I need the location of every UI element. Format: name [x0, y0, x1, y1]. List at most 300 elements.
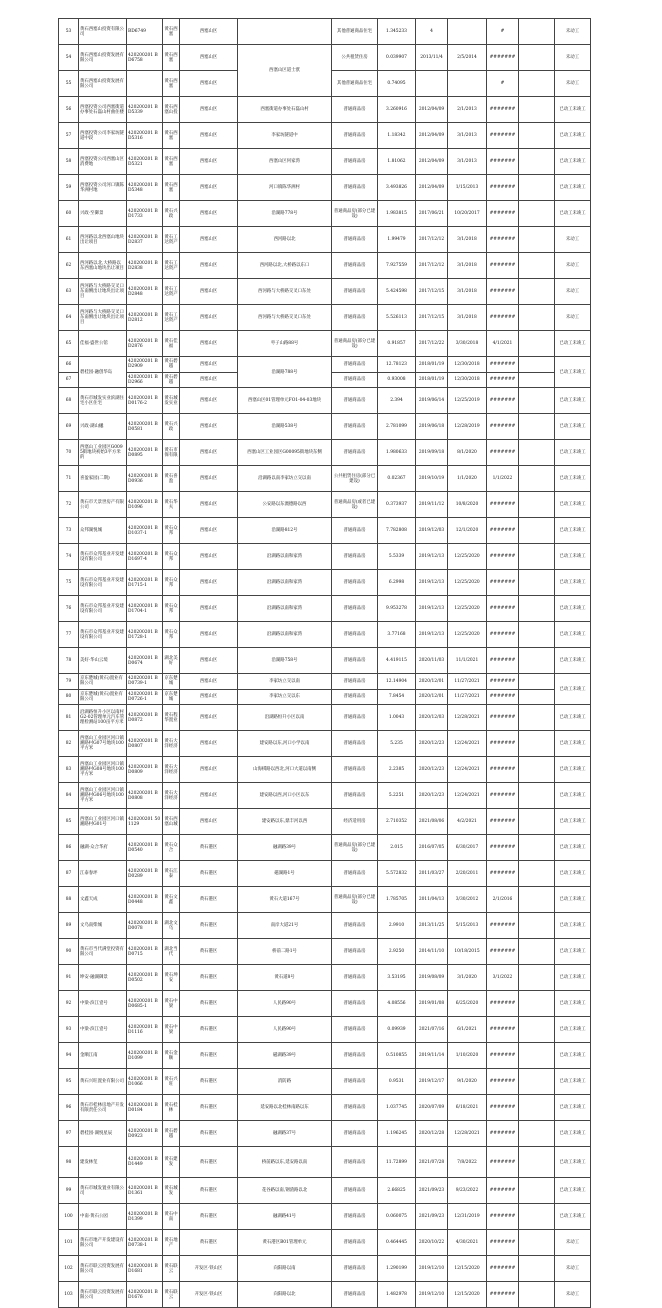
transfer-date-cell: 2017/12/12	[416, 253, 448, 279]
project-name-cell: 西塞山工业园区河口镇湘路村G01号	[79, 809, 127, 835]
location-cell: 花谷路以南,钢渣路以北	[238, 1178, 332, 1204]
land-user-cell: 黄石众邦	[163, 570, 180, 596]
start-date-cell: 12/28/2021	[448, 1121, 487, 1147]
project-name-cell: 美好·华山云境	[79, 648, 127, 674]
status-cell: 已动工未竣工	[555, 570, 591, 596]
land-use-cell: 普通商品房	[332, 149, 378, 175]
transfer-date-cell: 2019/01/08	[416, 991, 448, 1017]
blank-cell	[519, 414, 555, 440]
start-date-cell: 3/1/2018	[448, 279, 487, 305]
parcel-code-cell: 420200201 BD0936	[127, 466, 163, 492]
district-cell: 西塞山区	[180, 201, 238, 227]
land-use-cell: 普通商品房(或者已建设)	[332, 492, 378, 518]
transfer-date-cell: 2019/12/03	[416, 518, 448, 544]
completion-date-cell: #######	[487, 809, 519, 835]
land-use-cell: 普通商品房	[332, 1282, 378, 1308]
district-cell: 西塞山区	[180, 757, 238, 783]
district-cell: 黄石港区	[180, 1069, 238, 1095]
status-cell: 已动工未竣工	[555, 835, 591, 861]
district-cell: 西塞山区	[180, 45, 238, 71]
land-use-cell: 普通商品房(部分已建设)	[332, 331, 378, 357]
land-use-cell: 普通商品房	[332, 123, 378, 149]
blank-cell	[519, 1178, 555, 1204]
blank-cell	[519, 689, 555, 705]
status-cell: 已动工未竣工	[555, 648, 591, 674]
land-user-cell: 黄石坤安	[163, 965, 180, 991]
row-number-cell: 76	[59, 596, 79, 622]
completion-date-cell: #######	[487, 123, 519, 149]
project-name-cell: 碧桂园·融创华岛	[79, 357, 127, 388]
parcel-code-cell: 420200201 BD5321	[127, 149, 163, 175]
parcel-code-cell: 420200201 501129	[127, 809, 163, 835]
blank-cell	[519, 175, 555, 201]
land-use-cell: 普通商品房	[332, 648, 378, 674]
district-cell: 黄石港区	[180, 1095, 238, 1121]
row-number-cell: 60	[59, 201, 79, 227]
land-use-cell: 普通商品房	[332, 913, 378, 939]
blank-cell	[519, 492, 555, 518]
row-number-cell: 78	[59, 648, 79, 674]
land-use-cell: 普通商品房	[332, 757, 378, 783]
row-number-cell: 64	[59, 305, 79, 331]
supply-area-cell: 1.037745	[378, 1095, 416, 1121]
table-row	[59, 1256, 591, 1282]
transfer-date-cell: 2017/12/22	[416, 331, 448, 357]
blank-cell	[519, 887, 555, 913]
location-cell: 西塞街道办事处石磊山村	[238, 97, 332, 123]
status-cell: 已动工未竣工	[555, 596, 591, 622]
completion-date-cell: #######	[487, 991, 519, 1017]
location-cell: 建安路以东,河口小学以南	[238, 731, 332, 757]
project-name-cell: 西塞山工业园区G0095街地块初始3平方米的	[79, 440, 127, 466]
status-cell: 已动工未竣工	[555, 757, 591, 783]
parcel-code-cell: 420200201 BD1037-1	[127, 518, 163, 544]
table-row	[59, 648, 591, 674]
parcel-code-cell: 420200201 BD0674	[127, 648, 163, 674]
row-number-cell: 99	[59, 1178, 79, 1204]
start-date-cell: 12/1/2020	[448, 518, 487, 544]
transfer-date-cell: 2020/11/03	[416, 648, 448, 674]
transfer-date-cell: 2017/12/12	[416, 227, 448, 253]
completion-date-cell: #######	[487, 731, 519, 757]
location-cell: 西塞山区何家湾	[238, 149, 332, 175]
table-row	[59, 414, 591, 440]
land-use-cell: 普通商品房	[332, 97, 378, 123]
land-user-cell: 黄石众邦	[163, 622, 180, 648]
completion-date-cell: #######	[487, 939, 519, 965]
table-row	[59, 835, 591, 861]
table-row	[59, 97, 591, 123]
district-cell: 西塞山区	[180, 518, 238, 544]
row-number-cell: 75	[59, 570, 79, 596]
land-use-cell: 普通商品房(部分已建设)	[332, 201, 378, 227]
land-user-cell: 黄石喜盈	[163, 466, 180, 492]
transfer-date-cell: 2019/12/13	[416, 596, 448, 622]
start-date-cell: 12/28/2019	[448, 414, 487, 440]
parcel-code-cell: 420200201 BD1116	[127, 1017, 163, 1043]
status-cell: 已动工未竣工	[555, 939, 591, 965]
project-name-cell: 西塞山工业园区河口镇湘路村G07号地块100平方米	[79, 731, 127, 757]
table-row	[59, 440, 591, 466]
land-use-cell: 普通商品房	[332, 596, 378, 622]
district-cell: 西塞山区	[180, 689, 238, 705]
completion-date-cell: #######	[487, 253, 519, 279]
row-number-cell: 92	[59, 991, 79, 1017]
district-cell: 黄石港区	[180, 887, 238, 913]
parcel-code-cell: 420200201 BD0739-1	[127, 674, 163, 690]
status-cell: 未动工	[555, 71, 591, 97]
district-cell: 西塞山区	[180, 414, 238, 440]
project-name-cell: 兴政·至御景	[79, 201, 127, 227]
row-number-cell: 65	[59, 331, 79, 357]
project-name-cell: 建发林玺	[79, 1147, 127, 1178]
status-cell: 已动工未竣工	[555, 388, 591, 414]
transfer-date-cell: 2019/12/13	[416, 622, 448, 648]
row-number-cell: 57	[59, 123, 79, 149]
project-name-cell: 黄石市众邦基业开发建设有限公司	[79, 622, 127, 648]
blank-cell	[519, 227, 555, 253]
project-name-cell: 兴政·湖山樾	[79, 414, 127, 440]
blank-cell	[519, 440, 555, 466]
parcel-code-cell: 420200201 BD0923	[127, 1121, 163, 1147]
location-cell: 桥前二路1号	[238, 939, 332, 965]
transfer-date-cell: 2020/12/23	[416, 731, 448, 757]
supply-area-cell: 3.77168	[378, 622, 416, 648]
land-use-cell: 普通商品房	[332, 1017, 378, 1043]
transfer-date-cell: 2021/08/06	[416, 809, 448, 835]
row-number-cell: 54	[59, 45, 79, 71]
project-name-cell: 江泰春坪	[79, 861, 127, 887]
supply-area-cell: 5.424598	[378, 279, 416, 305]
completion-date-cell: #######	[487, 544, 519, 570]
supply-area-cell: 7.927559	[378, 253, 416, 279]
land-use-cell: 普通商品房	[332, 1121, 378, 1147]
table-row	[59, 357, 591, 373]
start-date-cell	[448, 19, 487, 45]
land-user-cell: 黄石碧越	[163, 1121, 180, 1147]
land-user-cell: 黄石佳福	[163, 331, 180, 357]
parcel-code-cell: 420200201 BD0685-1	[127, 991, 163, 1017]
start-date-cell: 1/1/2020	[448, 466, 487, 492]
table-row	[59, 175, 591, 201]
status-cell: 未动工	[555, 253, 591, 279]
supply-area-cell: 4.08556	[378, 991, 416, 1017]
row-number-cell: 83	[59, 757, 79, 783]
project-name-cell: 金顺江南	[79, 1043, 127, 1069]
land-user-cell: 黄石西塞	[163, 19, 180, 45]
land-user-cell: 黄石西塞	[163, 175, 180, 201]
supply-area-cell: 3.260916	[378, 97, 416, 123]
location-cell: 沿湖路恒升小区以南	[238, 705, 332, 731]
land-use-cell: 普通商品房	[332, 1147, 378, 1178]
row-number-cell: 103	[59, 1282, 79, 1308]
supply-area-cell: 0.09939	[378, 1017, 416, 1043]
land-user-cell: 黄石西塞	[163, 45, 180, 71]
parcel-code-cell: 420200201 BD1697-4	[127, 544, 163, 570]
land-use-cell: 普通商品房	[332, 1204, 378, 1230]
row-number-cell: 102	[59, 1256, 79, 1282]
start-date-cell: 12/15/2020	[448, 1282, 487, 1308]
transfer-date-cell: 2013/11/25	[416, 913, 448, 939]
start-date-cell: 3/30/2012	[448, 887, 487, 913]
location-cell: 消防路	[238, 1069, 332, 1095]
supply-area-cell: 9.953278	[378, 596, 416, 622]
supply-area-cell: 1.345233	[378, 19, 416, 45]
district-cell: 黄石港区	[180, 1147, 238, 1178]
location-cell: 西河路以北	[238, 227, 332, 253]
table-row	[59, 331, 591, 357]
row-number-cell: 89	[59, 913, 79, 939]
completion-date-cell: #######	[487, 913, 519, 939]
row-number-cell: 98	[59, 1147, 79, 1178]
location-cell: 西塞山区工业园区G00095街地块东侧	[238, 440, 332, 466]
blank-cell	[519, 1069, 555, 1095]
completion-date-cell: 4/1/2021	[487, 331, 519, 357]
start-date-cell: 3/1/2013	[448, 123, 487, 149]
supply-area-cell: 1.196245	[378, 1121, 416, 1147]
land-user-cell: 黄石文鑫	[163, 887, 180, 913]
status-cell: 未动工	[555, 1282, 591, 1308]
district-cell: 西塞山区	[180, 731, 238, 757]
location-cell: 磁湖路1号	[238, 861, 332, 887]
row-number-cell: 69	[59, 414, 79, 440]
supply-area-cell: 5.572832	[378, 861, 416, 887]
start-date-cell: 3/1/2018	[448, 305, 487, 331]
land-user-cell: 黄石西塞	[163, 123, 180, 149]
district-cell: 黄石港区	[180, 1043, 238, 1069]
parcel-code-cell: 420200201 BD0715	[127, 939, 163, 965]
table-row	[59, 1147, 591, 1178]
completion-date-cell: #######	[487, 596, 519, 622]
supply-area-cell: 2.015	[378, 835, 416, 861]
district-cell: 西塞山区	[180, 570, 238, 596]
completion-date-cell: #######	[487, 1282, 519, 1308]
parcel-code-cell: 420200201 BD1728-1	[127, 622, 163, 648]
table-row	[59, 253, 591, 279]
table-row	[59, 705, 591, 731]
start-date-cell: 9/23/2022	[448, 1178, 487, 1204]
location-cell: 人民路90号	[238, 991, 332, 1017]
status-cell: 已动工未竣工	[555, 440, 591, 466]
land-user-cell: 黄石工达资产	[163, 305, 180, 331]
table-row	[59, 1204, 591, 1230]
parcel-code-cell: BD6749	[127, 19, 163, 45]
land-use-cell: 普通商品房	[332, 705, 378, 731]
location-cell: 李家坊隧道中	[238, 123, 332, 149]
completion-date-cell: #######	[487, 201, 519, 227]
land-user-cell: 黄石联云	[163, 1282, 180, 1308]
district-cell: 西塞山区	[180, 331, 238, 357]
district-cell: 黄石港区	[180, 1178, 238, 1204]
location-cell: 南岸大道21号	[238, 913, 332, 939]
start-date-cell: 12/24/2021	[448, 757, 487, 783]
row-number-cell: 80	[59, 689, 79, 705]
location-cell: 河口镇陈华洲村	[238, 175, 332, 201]
district-cell: 西塞山区	[180, 305, 238, 331]
transfer-date-cell: 2020/07/09	[416, 1095, 448, 1121]
project-name-cell: 黄石西塞山投资发展有限公司	[79, 45, 127, 71]
status-cell: 已动工未竣工	[555, 492, 591, 518]
district-cell: 西塞山区	[180, 674, 238, 690]
blank-cell	[519, 596, 555, 622]
transfer-date-cell: 2018/01/19	[416, 372, 448, 388]
land-user-cell: 黄石金顺	[163, 1043, 180, 1069]
transfer-date-cell: 2012/04/09	[416, 97, 448, 123]
project-name-cell: 众邦湖悦城	[79, 518, 127, 544]
land-use-cell: 普通商品房	[332, 861, 378, 887]
status-cell: 已动工未竣工	[555, 123, 591, 149]
status-cell: 已动工未竣工	[555, 731, 591, 757]
land-use-cell: 普通商品房	[332, 175, 378, 201]
table-row	[59, 1121, 591, 1147]
location-cell: 西河路以北,大桥路以东口	[238, 253, 332, 279]
project-name-cell: 黄石市众邦基业开发建设有限公司	[79, 570, 127, 596]
status-cell: 已动工未竣工	[555, 201, 591, 227]
district-cell: 西塞山区	[180, 253, 238, 279]
land-use-cell: 其他普通商品住宅	[332, 71, 378, 97]
project-name-cell: 黄石市当代满堂投资有限公司	[79, 939, 127, 965]
land-use-cell: 公共租赁住房(部分已建设)	[332, 466, 378, 492]
start-date-cell: 6/1/2021	[448, 1017, 487, 1043]
parcel-code-cell: 420200201 BD1449	[127, 1147, 163, 1178]
land-user-cell: 黄石城发	[163, 1178, 180, 1204]
row-number-cell: 84	[59, 783, 79, 809]
completion-date-cell: #	[487, 71, 519, 97]
parcel-code-cell: 420200201 BD5316	[127, 123, 163, 149]
row-number-cell: 101	[59, 1230, 79, 1256]
start-date-cell: 12/25/2020	[448, 622, 487, 648]
project-name-cell: 喜盈家园(二期)	[79, 466, 127, 492]
land-user-cell: 黄石兴政	[163, 414, 180, 440]
completion-date-cell: #######	[487, 175, 519, 201]
blank-cell	[519, 123, 555, 149]
completion-date-cell: #######	[487, 835, 519, 861]
row-number-cell: 94	[59, 1043, 79, 1069]
completion-date-cell: #######	[487, 388, 519, 414]
district-cell: 西塞山区	[180, 71, 238, 97]
supply-area-cell: 12.14904	[378, 674, 416, 690]
row-number-cell: 61	[59, 227, 79, 253]
land-use-cell: 普通商品房	[332, 357, 378, 373]
blank-cell	[519, 1256, 555, 1282]
land-user-cell: 黄石碧越	[163, 372, 180, 388]
start-date-cell: 12/25/2019	[448, 388, 487, 414]
table-row	[59, 674, 591, 690]
transfer-date-cell: 2020/12/28	[416, 1121, 448, 1147]
table-row	[59, 1043, 591, 1069]
supply-area-cell: 0.373937	[378, 492, 416, 518]
project-name-cell: 西河路与大桥路交叉口东南侧出让地块出让项目	[79, 305, 127, 331]
parcel-code-cell: 420200201 BD1681	[127, 1256, 163, 1282]
land-user-cell: 黄石中梁	[163, 1017, 180, 1043]
land-use-cell: 普通商品房	[332, 414, 378, 440]
district-cell: 西塞山区	[180, 19, 238, 45]
table-row	[59, 570, 591, 596]
parcel-code-cell: 420200201 BD5339	[127, 97, 163, 123]
district-cell: 西塞山区	[180, 97, 238, 123]
row-number-cell: 100	[59, 1204, 79, 1230]
location-cell: 西河路与大桥路交叉口东处	[238, 279, 332, 305]
parcel-code-cell: 420200201 BD6758	[127, 45, 163, 71]
parcel-code-cell: 420200201 BD1704-1	[127, 596, 163, 622]
land-use-cell: 普通商品房	[332, 279, 378, 305]
district-cell: 黄石港区	[180, 1230, 238, 1256]
row-number-cell: 87	[59, 861, 79, 887]
row-number-cell: 97	[59, 1121, 79, 1147]
district-cell: 西塞山区	[180, 372, 238, 388]
completion-date-cell: #######	[487, 674, 519, 690]
land-user-cell: 黄石众邦	[163, 518, 180, 544]
supply-area-cell: 0.91857	[378, 331, 416, 357]
completion-date-cell: #######	[487, 357, 519, 373]
district-cell: 西塞山区	[180, 492, 238, 518]
table-row	[59, 201, 591, 227]
location-cell: 枣子山路88号	[238, 331, 332, 357]
land-user-cell: 黄石工达资产	[163, 227, 180, 253]
parcel-code-cell	[127, 71, 163, 97]
status-cell: 已动工未竣工	[555, 1204, 591, 1230]
transfer-date-cell: 2021/07/28	[416, 1147, 448, 1178]
start-date-cell	[448, 71, 487, 97]
start-date-cell: 12/28/2021	[448, 705, 487, 731]
land-user-cell: 黄石中南	[163, 1204, 180, 1230]
project-name-cell: 西塞山工业园区河口镇湘路村G08号地块100平方米	[79, 757, 127, 783]
table-row	[59, 1282, 591, 1308]
land-use-cell: 普通商品房	[332, 965, 378, 991]
location-cell: 沿湖路以南和家湾	[238, 544, 332, 570]
completion-date-cell: #######	[487, 305, 519, 331]
table-row	[59, 305, 591, 331]
completion-date-cell: #######	[487, 1178, 519, 1204]
parcel-code-cell: 420200201 BD1066	[127, 1069, 163, 1095]
land-user-cell: 黄石众邦	[163, 596, 180, 622]
project-name-cell: 黄石市联云投资发展有限公司	[79, 1256, 127, 1282]
start-date-cell: 9/1/2020	[448, 1069, 487, 1095]
location-cell: 沿湖路788号	[238, 357, 332, 388]
transfer-date-cell: 2012/04/09	[416, 175, 448, 201]
supply-area-cell: 4.419115	[378, 648, 416, 674]
completion-date-cell: #######	[487, 97, 519, 123]
land-use-cell: 普通商品房	[332, 305, 378, 331]
district-cell: 黄石港区	[180, 965, 238, 991]
completion-date-cell: #######	[487, 1095, 519, 1121]
land-use-cell: 普通商品房	[332, 939, 378, 965]
parcel-code-cell: 420200201 BD0581	[127, 414, 163, 440]
location-cell: 延安路以北桂林南路以东	[238, 1095, 332, 1121]
completion-date-cell: #######	[487, 279, 519, 305]
land-user-cell: 黄石程华置业	[163, 705, 180, 731]
completion-date-cell: #######	[487, 757, 519, 783]
blank-cell	[519, 357, 555, 373]
status-cell: 已动工未竣工	[555, 175, 591, 201]
supply-area-cell: 7.8454	[378, 689, 416, 705]
parcel-code-cell: 420200201 BD1361	[127, 1178, 163, 1204]
district-cell: 西塞山区	[180, 809, 238, 835]
table-row	[59, 518, 591, 544]
row-number-cell: 95	[59, 1069, 79, 1095]
parcel-code-cell: 420200201 BD5348	[127, 175, 163, 201]
start-date-cell: 4/2/2021	[448, 809, 487, 835]
blank-cell	[519, 1043, 555, 1069]
supply-area-cell: 1.18342	[378, 123, 416, 149]
transfer-date-cell: 2021/09/23	[416, 1204, 448, 1230]
start-date-cell: 12/24/2021	[448, 783, 487, 809]
completion-date-cell: #######	[487, 689, 519, 705]
project-name-cell: 黄石市地产开发建设有限公司	[79, 1230, 127, 1256]
supply-area-cell: 1.983815	[378, 201, 416, 227]
row-number-cell: 72	[59, 492, 79, 518]
table-row	[59, 149, 591, 175]
